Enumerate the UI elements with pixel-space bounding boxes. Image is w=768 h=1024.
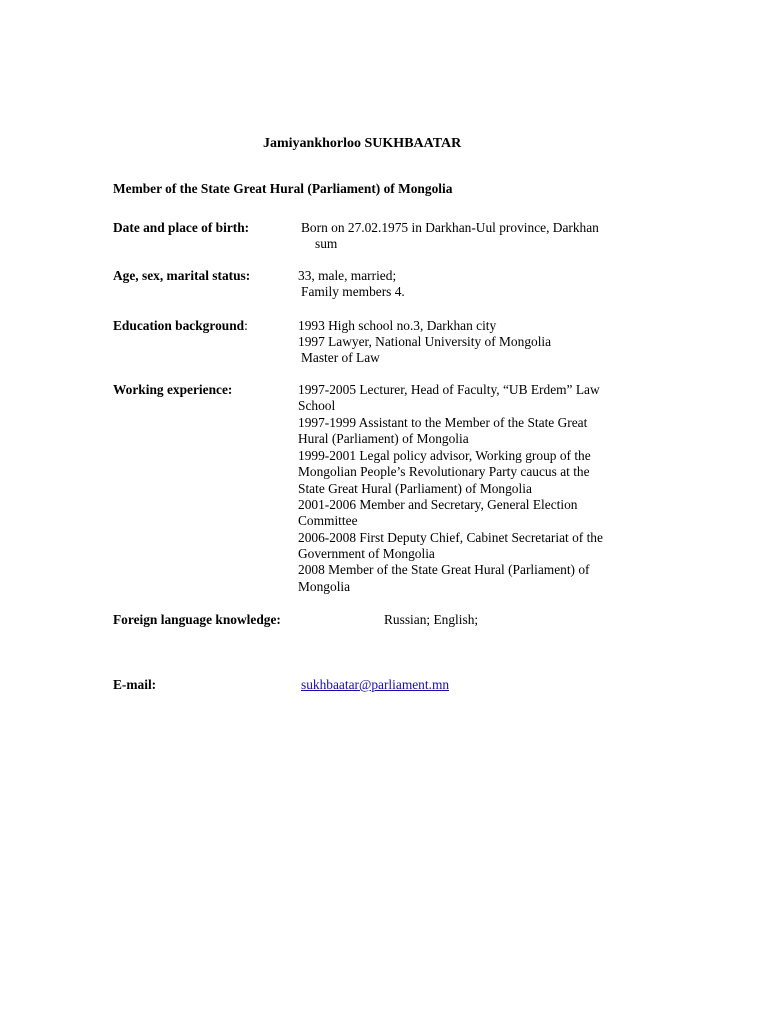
- birth-line-1: Born on 27.02.1975 in Darkhan-Uul province, Darkhan: [301, 220, 599, 235]
- birth-label: Date and place of birth:: [113, 220, 250, 235]
- age-line-1: 33, male, married;: [298, 268, 397, 283]
- experience-line-9: Committee: [298, 513, 358, 528]
- experience-line-6: Mongolian People’s Revolutionary Party caucus at the: [298, 464, 590, 479]
- education-line-2: 1997 Lawyer, National University of Mongolia: [298, 334, 552, 349]
- age-label: Age, sex, marital status:: [113, 268, 251, 283]
- experience-line-2: School: [298, 398, 336, 413]
- languages-label: Foreign language knowledge:: [113, 612, 281, 627]
- birth-line-2: sum: [315, 236, 338, 251]
- education-line-1: 1993 High school no.3, Darkhan city: [298, 318, 497, 333]
- education-line-3: Master of Law: [301, 350, 380, 365]
- education-label-colon: :: [244, 318, 248, 333]
- experience-line-11: Government of Mongolia: [298, 546, 435, 561]
- education-label: Education background: [113, 318, 245, 333]
- person-name: Jamiyankhorloo SUKHBAATAR: [263, 136, 462, 151]
- experience-label: Working experience:: [113, 382, 233, 397]
- email-link[interactable]: sukhbaatar@parliament.mn: [301, 677, 450, 692]
- experience-line-5: 1999-2001 Legal policy advisor, Working group of the: [298, 448, 591, 463]
- education-label-row: [113, 318, 248, 334]
- experience-line-12: 2008 Member of the State Great Hural (Parliament) of: [298, 562, 590, 577]
- experience-line-10: 2006-2008 First Deputy Chief, Cabinet Secretariat of the: [298, 530, 603, 545]
- age-line-2: Family members 4.: [301, 284, 405, 299]
- experience-line-13: Mongolia: [298, 579, 351, 594]
- email-label: E-mail:: [113, 677, 157, 692]
- experience-line-3: 1997-1999 Assistant to the Member of the State Great: [298, 415, 588, 430]
- experience-line-4: Hural (Parliament) of Mongolia: [298, 431, 469, 446]
- experience-line-8: 2001-2006 Member and Secretary, General Election: [298, 497, 578, 512]
- position-heading: Member of the State Great Hural (Parliament) of Mongolia: [113, 181, 453, 196]
- languages-value: Russian; English;: [384, 612, 479, 627]
- experience-line-7: State Great Hural (Parliament) of Mongolia: [298, 481, 532, 496]
- experience-line-1: 1997-2005 Lecturer, Head of Faculty, “UB Erdem” Law: [298, 382, 600, 397]
